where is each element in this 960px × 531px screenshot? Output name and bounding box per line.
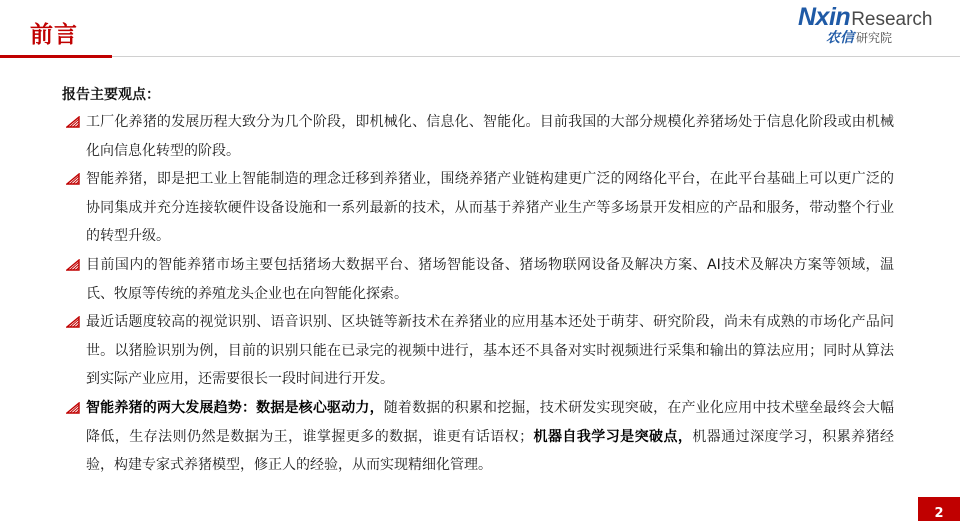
list-item [64, 165, 894, 251]
logo-research: Research [851, 9, 933, 30]
hatched-triangle-bullet-icon [66, 402, 80, 414]
page-title: 前言 [30, 22, 78, 48]
point-text: 智能养猪，即是把工业上智能制造的理念迁移到养猪业，围绕养猪产业链构建更广泛的网络化平台，在此平台基础上可以更广泛的协同集成并充分连接软硬件设备设施和一系列最新的技术，从而基于养猪产业生产等多场景开发相应的产品和服务，带动整个行业的转型升级。 [86, 171, 894, 245]
list-item [64, 308, 894, 394]
title-accent-bar [0, 55, 112, 58]
nxin-research-logo [798, 2, 948, 46]
point-text: 最近话题度较高的视觉识别、语音识别、区块链等新技术在养猪业的应用基本还处于萌芽、研究阶段，尚未有成熟的市场化产品问世。以猪脸识别为例，目前的识别只能在已录完的视频中进行，基本还不具备对实时视频进行采集和输出的算法应用；同时从算法到实际产业应用，还需要很长一段时间进行开发。 [86, 314, 894, 388]
logo-cn-institute: 研究院 [856, 31, 893, 45]
page-number: 2 [918, 497, 960, 521]
list-item [64, 251, 894, 308]
title-divider [0, 56, 960, 57]
point-text: 随着数据的积累和挖掘，技术研发实现突破，在产业化应用中技术壁垒最终会大幅降低，生存法则仍然是数据为王，谁掌握更多的数据，谁更有话语权； [86, 399, 894, 445]
hatched-triangle-bullet-icon [66, 259, 80, 271]
hatched-triangle-bullet-icon [66, 173, 80, 185]
hatched-triangle-bullet-icon [66, 316, 80, 328]
list-item [64, 394, 894, 480]
section-heading: 报告主要观点： [62, 87, 160, 103]
logo-brand: Nxin [798, 3, 851, 31]
key-points-list [64, 108, 894, 480]
list-item [64, 108, 894, 165]
hatched-triangle-bullet-icon [66, 116, 80, 128]
logo-cn-brand: 农信 [826, 30, 854, 46]
point-text: 工厂化养猪的发展历程大致分为几个阶段，即机械化、信息化、智能化。目前我国的大部分规模化养猪场处于信息化阶段或由机械化向信息化转型的阶段。 [86, 114, 894, 159]
point-emphasis: 智能养猪的两大发展趋势：数据是核心驱动力， [86, 399, 384, 416]
point-emphasis: 机器自我学习是突破点， [533, 428, 693, 445]
point-text: 目前国内的智能养猪市场主要包括猪场大数据平台、猪场智能设备、猪场物联网设备及解决方案、AI技术及解决方案等领域，温氏、牧原等传统的养殖龙头企业也在向智能化探索。 [86, 256, 894, 302]
point-text: 机器通过深度学习，积累养猪经验，构建专家式养猪模型，修正人的经验，从而实现精细化管理。 [86, 428, 895, 474]
